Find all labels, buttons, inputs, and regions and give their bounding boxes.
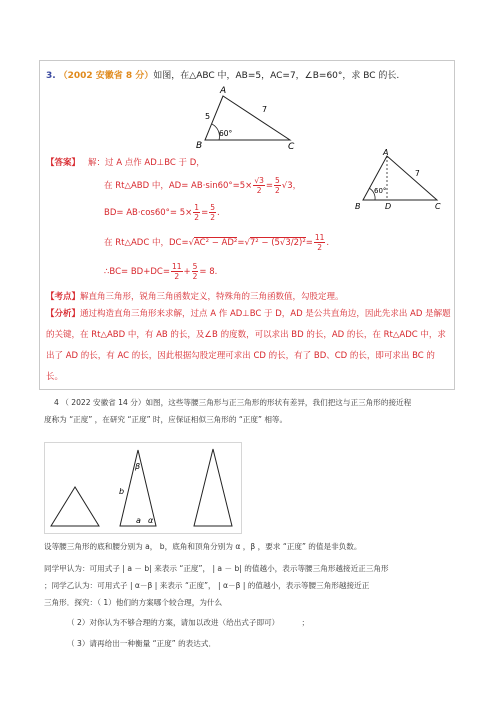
problem-number: 3. bbox=[46, 71, 56, 81]
alpha-label: α bbox=[148, 516, 154, 525]
problem-3-statement bbox=[46, 68, 446, 81]
beta-label: β bbox=[135, 462, 141, 471]
answer-tag: 【答案】 bbox=[46, 158, 81, 168]
side-label-ac: 7 bbox=[415, 169, 420, 178]
triangles-figure bbox=[44, 442, 240, 532]
problem-4-para-1: 设等腰三角形的底和腰分别为 a， b，底角和顶角分别为 α ，β ，要求 “正度” 的值是非负数。 bbox=[44, 542, 362, 551]
vertex-label-a: A bbox=[220, 86, 227, 96]
kaodian: 【考点】解直角三角形，锐角三角函数定义，特殊角的三角函数值，勾股定理。 bbox=[46, 292, 344, 302]
side-label-ab: 5 bbox=[205, 112, 211, 121]
answer-line-4: 在 Rt△ADC 中，DC=√AC² − AD²=√7² − (5√3/2)²= $\frac{11}{2}$ . bbox=[104, 233, 330, 252]
side-a-label: a bbox=[136, 516, 141, 525]
problem-4-para-2: 同学甲认为：可用式子 | a － b| 来表示 “正度”， | a － b| 的值越小，表示等腰三角形越接近正三角形 bbox=[44, 564, 389, 573]
side-label-ac: 7 bbox=[262, 105, 268, 114]
angle-label: 60° bbox=[219, 129, 233, 138]
vertex-label-d: D bbox=[385, 202, 392, 211]
problem-4-line-2: 度称为 “正度” ，在研究 “正度” 时，应保证相似三角形的 “正度” 相等。 bbox=[44, 415, 288, 424]
vertex-label-c: C bbox=[435, 202, 441, 211]
answer-line-3: BD= AB·cos60°= 5× $\frac{1}{2}$ = $\frac{5}{2}$ . bbox=[104, 203, 220, 222]
answer-line-2: 在 Rt△ABD 中，AD= AB·sin60°=5× $\frac{√3}{2}$ = $\frac{5}{2}$ √3， bbox=[104, 176, 302, 195]
fenxi-tag: 【分析】 bbox=[46, 309, 81, 319]
triangle-figure-1 bbox=[190, 82, 310, 152]
side-b-label: b bbox=[119, 487, 125, 496]
problem-4-para-5: （ 2）对你认为不够合理的方案，请加以改进（给出式子即可） ； bbox=[67, 618, 310, 627]
answer-line-1: 【答案】 解：过 A 点作 AD⊥BC 于 D， bbox=[46, 158, 205, 168]
problem-4-para-4: 三角形．探究：（ 1）他们的方案哪个较合理，为什么 bbox=[44, 598, 223, 607]
fenxi: 【分析】通过构造直角三角形来求解，过点 A 作 AD⊥BC 于 D，AD 是公共直角边，因此先求出 AD 是解题的关键，在 Rt△ABD 中，有 AB 的长，及∠B 的度数，可以求出 BD 的长，AD 的长，在 Rt△ADC 中，求出了 AD 的长，有 AC 的长，因此根据勾股定理可求出 CD 的长，有了 BD、CD 的长，即可求出 BC 的长。 bbox=[46, 309, 451, 382]
triangle-figure-2 bbox=[350, 148, 450, 212]
vertex-label-c: C bbox=[288, 142, 295, 152]
vertex-label-a: A bbox=[383, 148, 389, 157]
angle-label: 60° bbox=[374, 187, 387, 195]
problem-4-line-1: 4 （ 2022 安徽省 14 分）如图，这些等腰三角形与正三角形的形状有差异，我们把这与正三角形的接近程 bbox=[54, 398, 412, 407]
answer-line-5: ∴BC= BD+DC= $\frac{11}{2}$ + $\frac{5}{2}$ = 8. bbox=[104, 262, 218, 281]
problem-source: （2002 安徽省 8 分） bbox=[58, 71, 154, 81]
vertex-label-b: B bbox=[355, 202, 361, 211]
kaodian-tag: 【考点】 bbox=[46, 292, 81, 302]
problem-4-para-3: ；同学乙认为：可用式子 | α－β | 来表示 “正度”， | α－β | 的值越小，表示等腰三角形越接近正 bbox=[44, 581, 370, 590]
vertex-label-b: B bbox=[196, 141, 203, 151]
problem-4-para-6: （ 3）请再给出一种衡量 “正度” 的表达式． bbox=[67, 639, 217, 648]
problem-text: 如图，在△ABC 中，AB=5，AC=7，∠B=60°，求 BC 的长. bbox=[153, 71, 400, 81]
